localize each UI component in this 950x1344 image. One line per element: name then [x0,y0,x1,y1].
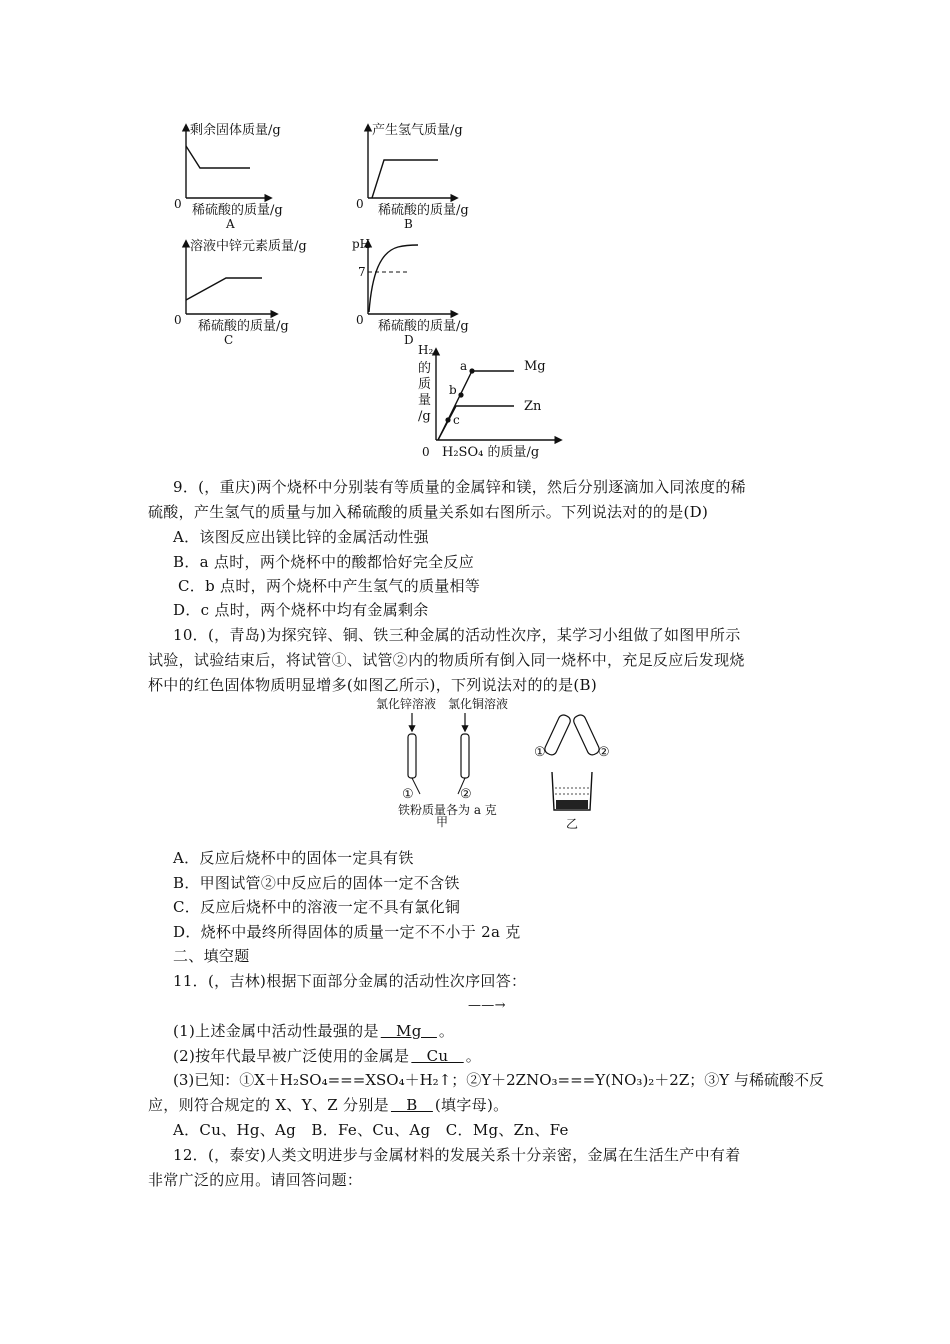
q11-part-2-answer: Cu [411,1047,464,1065]
graph-e-point-b: b [449,383,457,397]
graph-d [352,234,512,346]
tube-1-label: ① [402,787,414,802]
q10-option-c: C．反应后烧杯中的溶液一定不具有氯化铜 [173,898,461,916]
graph-e-label-mg: Mg [524,359,546,374]
q11-part-3-text: 应，则符合规定的 X、Y、Z 分别是 [148,1096,389,1114]
graph-e-point-c: c [453,413,460,427]
q11-options: A．Cu、Hg、Ag B．Fe、Cu、Ag C．Mg、Zn、Fe [173,1121,569,1139]
graph-c-origin: 0 [174,313,182,327]
q10-stem-1: 10．(，青岛)为探究锌、铜、铁三种金属的活动性次序，某学习小组做了如图甲所示 [173,626,741,644]
q11-part-2-end: 。 [465,1047,482,1065]
q9-option-b: B．a 点时，两个烧杯中的酸都恰好完全反应 [173,553,475,571]
graph-e-origin: 0 [422,445,430,459]
graph-e-ylabel-h2: H₂ [418,343,434,357]
graph-e-ylabel-de: 的 [418,361,432,376]
q11-part-1 [173,1021,454,1041]
graph-e-ylabel-liang: 量 [418,393,432,408]
caption-yi: 乙 [566,817,579,830]
caption-jia: 甲 [436,815,449,828]
graph-e-xlabel: H₂SO₄ 的质量/g [442,445,540,460]
q11-part-1-end: 。 [438,1022,455,1040]
q11-part-2 [173,1046,481,1066]
graph-b-origin: 0 [356,197,364,211]
q11-part-1-text: (1)上述金属中活动性最强的是 [173,1022,379,1040]
q11-stem: 11．(，吉林)根据下面部分金属的活动性次序回答： [173,972,527,990]
q10-option-d: D．烧杯中最终所得固体的质量一定不不小于 2a 克 [173,923,521,941]
q11-activity-arrow: ——→ [468,998,506,1013]
q9-option-d: D．c 点时，两个烧杯中均有金属剩余 [173,601,429,619]
graph-b-tag: B [404,217,413,230]
graph-a-origin: 0 [174,197,182,211]
graph-a-tag: A [226,217,235,230]
q10-stem-2: 试验，试验结束后，将试管①、试管②内的物质所有倒入同一烧杯中，充足反应后发现烧 [148,651,745,669]
q11-part-3-line-1: (3)已知：①X＋H₂SO₄===XSO₄＋H₂↑；②Y＋2ZNO₃===Y(NO₃)₂＋2Z；③Y 与稀硫酸不反 [173,1071,824,1089]
graph-c-xlabel: 稀硫酸的质量/g [198,319,289,334]
q9-stem-2: 硫酸，产生氢气的质量与加入稀硫酸的质量关系如右图所示。下列说法对的的是(D) [148,503,709,521]
graph-e-label-zn: Zn [524,399,542,414]
iron-mass-note: 铁粉质量各为 a 克 [398,803,497,817]
q12-stem-2: 非常广泛的应用。请回答问题： [148,1171,363,1189]
graph-c [170,234,345,346]
graph-b-xlabel: 稀硫酸的质量/g [378,203,469,218]
test-tube-1 [408,734,416,778]
q11-part-3-line-2 [148,1095,508,1115]
graph-d-ylabel: pH [352,237,371,251]
q9-option-c: C．b 点时，两个烧杯中产生氢气的质量相等 [178,577,481,595]
graph-d-origin: 0 [356,313,364,327]
graph-b [352,118,512,230]
q11-part-2-text: (2)按年代最早被广泛使用的金属是 [173,1047,410,1065]
q11-part-3-answer: B [390,1096,433,1114]
q9-stem-1: 9．(，重庆)两个烧杯中分别装有等质量的金属锌和镁，然后分别逐滴加入同浓度的稀 [173,478,746,496]
label-zinc-chloride: 氯化锌溶液 [376,697,437,711]
beaker-tube-1-label: ① [534,745,546,760]
q10-option-a: A．反应后烧杯中的固体一定具有铁 [173,849,414,867]
q10-stem-3: 杯中的红色固体物质明显增多(如图乙所示)，下列说法对的的是(B) [148,676,598,694]
test-tube-2 [461,734,469,778]
q10-option-b: B．甲图试管②中反应后的固体一定不含铁 [173,874,460,892]
graph-c-ylabel: 溶液中锌元素质量/g [190,239,307,254]
graph-a-ylabel: 剩余固体质量/g [190,123,281,138]
graph-b-ylabel: 产生氢气质量/g [372,123,463,138]
graph-e-ylabel-unit: /g [418,409,431,424]
figure-jia [372,694,522,828]
beaker-tube-2-label: ② [598,745,610,760]
q11-part-1-answer: Mg [380,1022,437,1040]
graph-d-tag: D [404,333,414,346]
graph-a [170,118,330,230]
graph-c-tag: C [224,333,234,346]
section-heading-fill-blank: 二、填空题 [173,947,250,965]
q11-part-3-end: (填字母)。 [434,1096,509,1114]
tube-2-label: ② [460,787,472,802]
graph-d-tick: 7 [358,265,366,279]
graph-a-xlabel: 稀硫酸的质量/g [192,203,283,218]
q12-stem-1: 12．(，泰安)人类文明进步与金属材料的发展关系十分亲密，金属在生活生产中有着 [173,1146,741,1164]
label-copper-chloride: 氯化铜溶液 [448,697,509,711]
graph-d-xlabel: 稀硫酸的质量/g [378,319,469,334]
graph-e [412,340,592,466]
q9-option-a: A．该图反应出镁比锌的金属活动性强 [173,528,429,546]
graph-e-point-a: a [460,359,468,373]
figure-yi [528,714,618,830]
graph-e-ylabel-zhi: 质 [418,377,432,392]
